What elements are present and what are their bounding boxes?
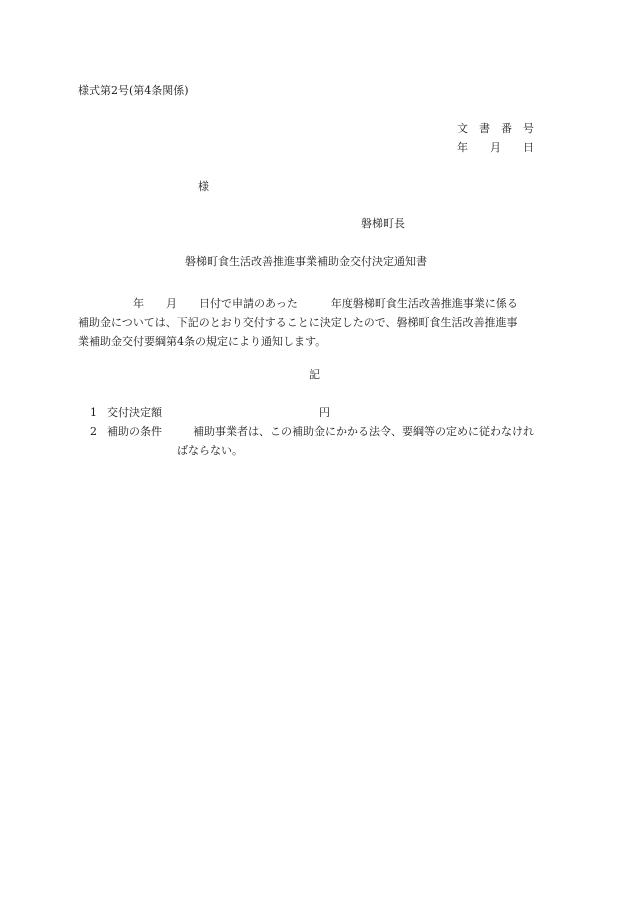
issuer-name: 磐梯町長 bbox=[361, 217, 405, 230]
item-number: 1 bbox=[90, 406, 97, 419]
body-paragraph bbox=[78, 294, 554, 351]
form-number: 様式第2号(第4条関係) bbox=[78, 84, 189, 97]
body-line: 業補助金交付要綱第4条の規定により通知します。 bbox=[78, 335, 327, 348]
body-line: 年 月 日付で申請のあった 年度磐梯町食生活改善推進事業に係る bbox=[78, 297, 518, 310]
body-line: 補助金については、下記のとおり交付することに決定したので、磐梯町食生活改善推進事 bbox=[78, 316, 518, 329]
item-label-grant-amount: 交付決定額 bbox=[107, 406, 162, 419]
conditions-text: 補助事業者は、この補助金にかかる法令、要綱等の定めに従わなけれ bbox=[193, 425, 534, 438]
yen-unit: 円 bbox=[319, 406, 330, 419]
date-line: 年 月 日 bbox=[457, 141, 534, 154]
item-label-conditions: 補助の条件 bbox=[107, 425, 162, 438]
recipient-honorific: 様 bbox=[198, 180, 209, 193]
document-number-label: 文 書 番 号 bbox=[457, 122, 534, 135]
conditions-text-continued: ばならない。 bbox=[177, 444, 243, 457]
document-title: 磐梯町食生活改善推進事業補助金交付決定通知書 bbox=[185, 255, 427, 268]
item-number: 2 bbox=[90, 425, 97, 438]
ki-heading: 記 bbox=[309, 368, 320, 381]
